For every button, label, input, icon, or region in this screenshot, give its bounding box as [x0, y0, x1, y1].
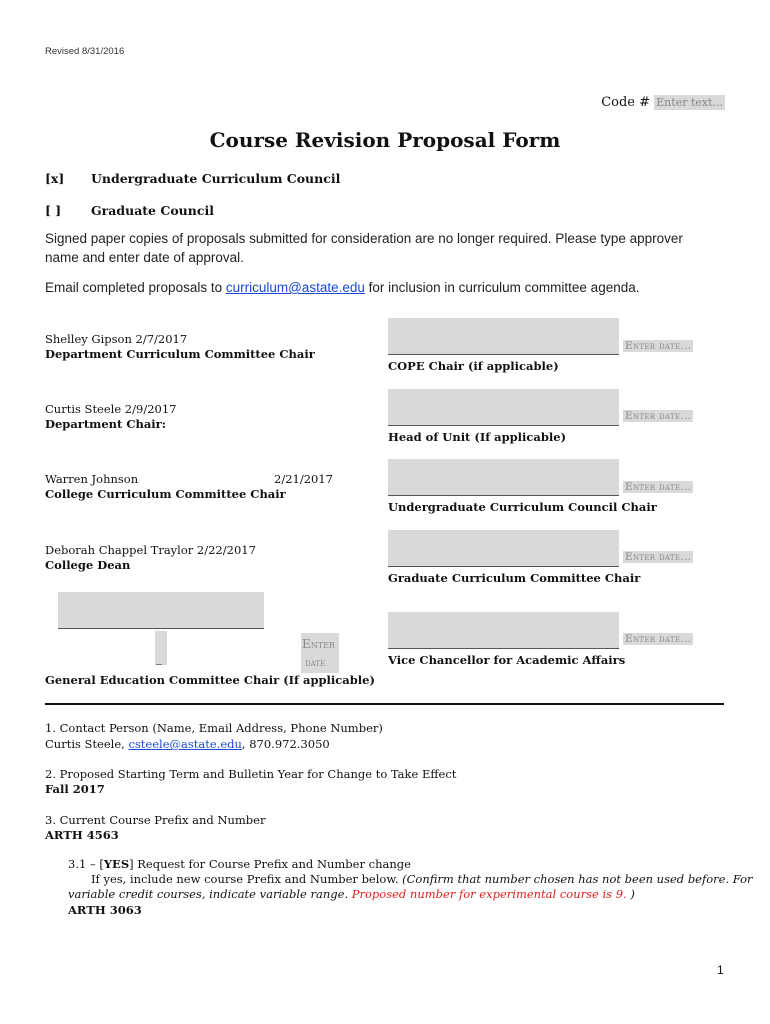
- role-gcc-chair: Graduate Curriculum Committee Chair: [388, 571, 641, 585]
- council-gc-checkbox[interactable]: [ ]: [45, 203, 62, 218]
- gen-ed-signature-box[interactable]: [58, 592, 264, 628]
- email-instructions: Email completed proposals to curriculum@astate.edu for inclusion in curriculum committee agenda.: [45, 280, 640, 295]
- signature-box-head-of-unit[interactable]: [388, 389, 619, 426]
- revised-date: Revised 8/31/2016: [45, 46, 125, 57]
- date-field-vcaa[interactable]: Enter date...: [625, 633, 692, 645]
- council-ucc-checkbox[interactable]: [x]: [45, 171, 65, 186]
- role-cope-chair: COPE Chair (if applicable): [388, 359, 559, 373]
- signature-line-ucc: [388, 495, 619, 496]
- approver-date-college-committee[interactable]: 2/21/2017: [274, 472, 333, 486]
- signature-box-cope[interactable]: [388, 318, 619, 355]
- gen-ed-underscore: _: [156, 651, 162, 665]
- curriculum-email-link[interactable]: curriculum@astate.edu: [225, 280, 365, 295]
- q1-contact-person: 1. Contact Person (Name, Email Address, Phone Number): [45, 721, 383, 735]
- gen-ed-date-top: Enter: [302, 637, 335, 651]
- q31-yes-option[interactable]: YES: [103, 857, 130, 871]
- page-title: Course Revision Proposal Form: [209, 128, 561, 152]
- contact-email-link[interactable]: csteele@astate.edu: [128, 737, 242, 751]
- q3-current-prefix: 3. Current Course Prefix and Number: [45, 813, 266, 827]
- signature-line-head-of-unit: [388, 425, 619, 426]
- signature-line-cope: [388, 354, 619, 355]
- q2-starting-term: 2. Proposed Starting Term and Bulletin Year for Change to Take Effect: [45, 767, 457, 781]
- a1-contact-person: Curtis Steele, csteele@astate.edu, 870.972.3050: [45, 737, 330, 751]
- signed-copies-note: Signed paper copies of proposals submitted for consideration are no longer required. Please type approver name and enter date of approval.: [45, 231, 683, 265]
- council-gc-label: Graduate Council: [91, 203, 214, 218]
- role-dept-committee-chair: Department Curriculum Committee Chair: [45, 347, 315, 361]
- a3-current-prefix[interactable]: ARTH 4563: [45, 828, 119, 842]
- signature-box-vcaa[interactable]: [388, 612, 619, 649]
- code-field: [601, 95, 725, 110]
- q31-instructions-line1: If yes, include new course Prefix and Number below. (Confirm that number chosen has not been used before. For: [91, 872, 753, 886]
- approver-name-dept-committee[interactable]: Shelley Gipson 2/7/2017: [45, 332, 188, 346]
- signature-box-gcc[interactable]: [388, 530, 619, 567]
- date-field-cope[interactable]: Enter date...: [625, 340, 692, 352]
- role-college-committee-chair: College Curriculum Committee Chair: [45, 487, 286, 501]
- role-ucc-chair: Undergraduate Curriculum Council Chair: [388, 500, 657, 514]
- council-ucc-label: Undergraduate Curriculum Council: [91, 171, 341, 186]
- date-field-head-of-unit[interactable]: Enter date...: [625, 410, 692, 422]
- approver-name-college-dean[interactable]: Deborah Chappel Traylor 2/22/2017: [45, 543, 256, 557]
- code-label: Code #: [601, 95, 651, 110]
- role-gen-ed-chair: General Education Committee Chair (If applicable): [45, 673, 375, 687]
- experimental-course-note: Proposed number for experimental course is 9.: [351, 887, 627, 901]
- signature-line-gcc: [388, 566, 619, 567]
- role-dept-chair: Department Chair:: [45, 417, 166, 431]
- gen-ed-signature-line: [58, 628, 264, 629]
- page-number: 1: [717, 963, 724, 977]
- signature-line-vcaa: [388, 648, 619, 649]
- signature-box-ucc[interactable]: [388, 459, 619, 496]
- date-field-ucc[interactable]: Enter date...: [625, 481, 692, 493]
- role-vice-chancellor: Vice Chancellor for Academic Affairs: [388, 653, 626, 667]
- role-head-of-unit: Head of Unit (If applicable): [388, 430, 567, 444]
- q31-instructions-line2: variable credit courses, indicate variable range. Proposed number for experimental course is 9. ): [68, 887, 635, 901]
- section-divider: [45, 703, 724, 705]
- gen-ed-date-bottom: date: [305, 657, 326, 669]
- approver-name-dept-chair[interactable]: Curtis Steele 2/9/2017: [45, 402, 177, 416]
- date-field-gcc[interactable]: Enter date...: [625, 551, 692, 563]
- code-input[interactable]: Enter text...: [656, 96, 723, 109]
- role-college-dean: College Dean: [45, 558, 131, 572]
- q31-prefix-change: 3.1 – [YES] Request for Course Prefix and Number change: [68, 857, 411, 871]
- a31-new-prefix[interactable]: ARTH 3063: [68, 903, 142, 917]
- a2-starting-term[interactable]: Fall 2017: [45, 782, 105, 796]
- approver-name-college-committee[interactable]: Warren Johnson: [45, 472, 139, 486]
